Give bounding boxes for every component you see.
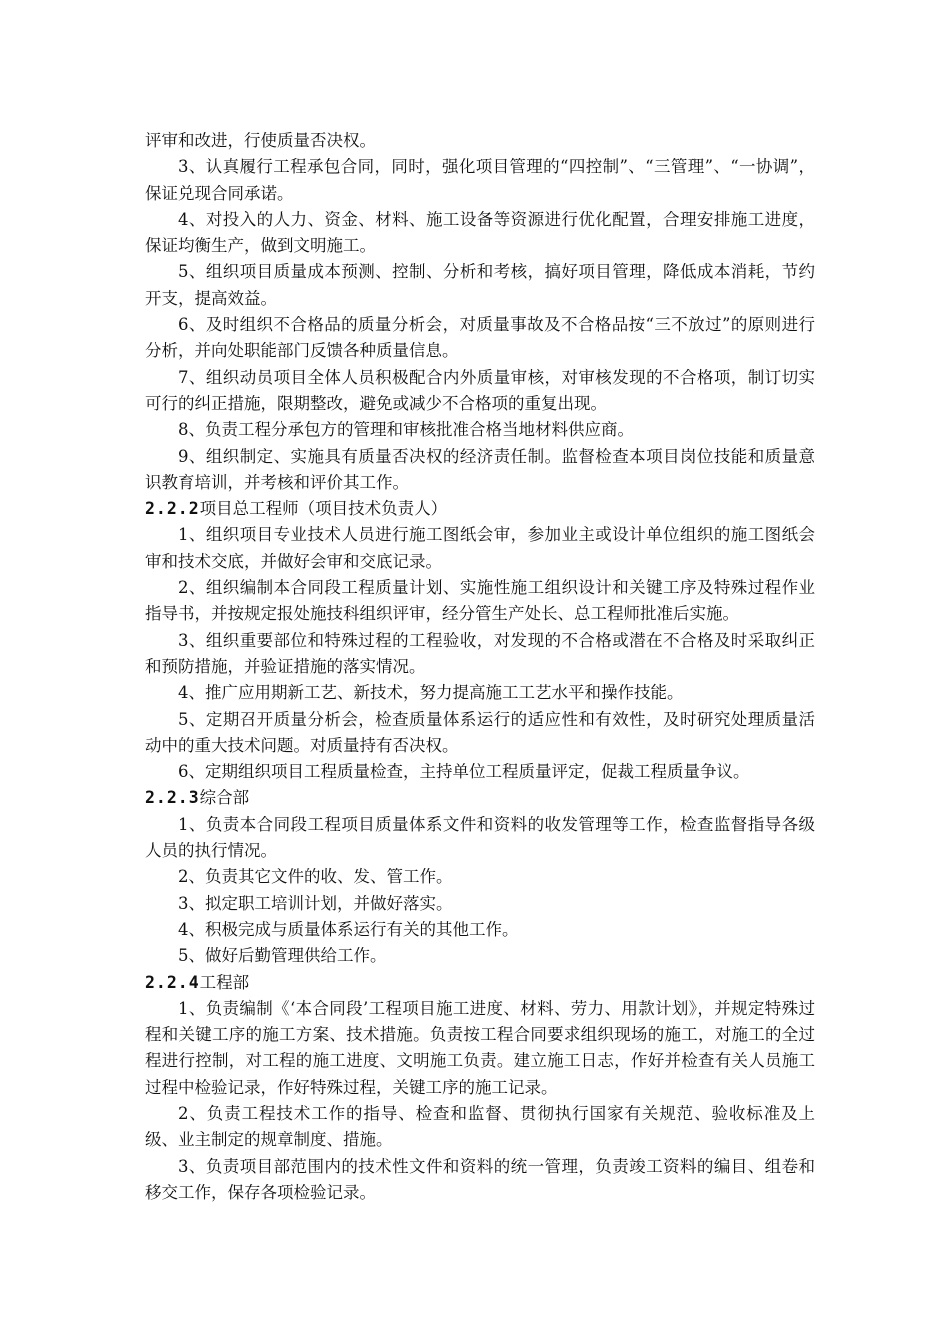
- list-item: 6、定期组织项目工程质量检查，主持单位工程质量评定，促裁工程质量争议。: [178, 762, 750, 782]
- list-item: 4、推广应用期新工艺、新技术，努力提高施工工艺水平和操作技能。: [178, 683, 684, 703]
- list-item: 1、组织项目专业技术人员进行施工图纸会审，参加业主或设计单位组织的施工图纸会审和技术交底，并做好会审和交底记录。: [145, 525, 815, 571]
- paragraph: 6、及时组织不合格品的质量分析会，对质量事故及不合格品按“三不放过”的原则进行分析，并向处职能部门反馈各种质量信息。: [145, 315, 815, 361]
- list-item: 4、积极完成与质量体系运行有关的其他工作。: [178, 919, 519, 939]
- list-item: 5、做好后勤管理供给工作。: [178, 946, 387, 966]
- section-title: 综合部: [199, 788, 250, 808]
- section-heading-2-2-3: [145, 785, 815, 811]
- paragraph: 9、组织制定、实施具有质量否决权的经济责任制。监督检查本项目岗位技能和质量意识教育培训，并考核和评价其工作。: [145, 446, 815, 492]
- list-item: 2、组织编制本合同段工程质量计划、实施性施工组织设计和关键工序及特殊过程作业指导书，并按规定报处施技科组织评审，经分管生产处长、总工程师批准后实施。: [145, 578, 815, 624]
- section-number: 2.2.4: [145, 972, 200, 992]
- paragraph: 5、组织项目质量成本预测、控制、分析和考核，搞好项目管理，降低成本消耗，节约开支，提高效益。: [145, 262, 815, 308]
- section-heading-2-2-2: [145, 496, 815, 522]
- paragraph: 4、对投入的人力、资金、材料、施工设备等资源进行优化配置，合理安排施工进度，保证均衡生产，做到文明施工。: [145, 209, 815, 256]
- section-number: 2.2.3: [145, 788, 200, 808]
- list-item: 1、负责本合同段工程项目质量体系文件和资料的收发管理等工作，检查监督指导各级人员的执行情况。: [145, 814, 815, 861]
- list-item: 3、负责项目部范围内的技术性文件和资料的统一管理，负责竣工资料的编目、组卷和移交工作，保存各项检验记录。: [145, 1156, 815, 1202]
- section-heading-2-2-4: [145, 970, 815, 996]
- list-item: 3、拟定职工培训计划，并做好落实。: [178, 893, 453, 913]
- section-title: 工程部: [199, 972, 250, 992]
- paragraph: 3、认真履行工程承包合同，同时，强化项目管理的“四控制”、“三管理”、“一协调”，保证兑现合同承诺。: [145, 157, 815, 203]
- list-item: 2、负责其它文件的收、发、管工作。: [178, 867, 453, 887]
- list-item: 3、组织重要部位和特殊过程的工程验收，对发现的不合格或潜在不合格及时采取纠正和预防措施，并验证措施的落实情况。: [145, 630, 815, 676]
- list-item: 5、定期召开质量分析会，检查质量体系运行的适应性和有效性，及时研究处理质量活动中的重大技术问题。对质量持有否决权。: [145, 709, 815, 755]
- paragraph: 8、负责工程分承包方的管理和审核批准合格当地材料供应商。: [178, 420, 634, 440]
- section-title: 项目总工程师（项目技术负责人）: [199, 499, 448, 519]
- list-item: 2、负责工程技术工作的指导、检查和监督、贯彻执行国家有关规范、验收标准及上级、业主制定的规章制度、措施。: [145, 1103, 815, 1150]
- document-body: [145, 128, 815, 1206]
- paragraph: 7、组织动员项目全体人员积极配合内外质量审核，对审核发现的不合格项，制订切实可行的纠正措施，限期整改，避免或减少不合格项的重复出现。: [145, 367, 815, 413]
- list-item: 1、负责编制《‘本合同段’工程项目施工进度、材料、劳力、用款计划》，并规定特殊过程和关键工序的施工方案、技术措施。负责按工程合同要求组织现场的施工，对施工的全过程进行控制，对工程的施工进度、文明施工负责。建立施工日志，作好并检查有关人员施工过程中检验记录，作好特殊过程，关键工序的施工记录。: [145, 998, 815, 1097]
- paragraph: 评审和改进，行使质量否决权。: [145, 131, 376, 150]
- section-number: 2.2.2: [145, 499, 200, 519]
